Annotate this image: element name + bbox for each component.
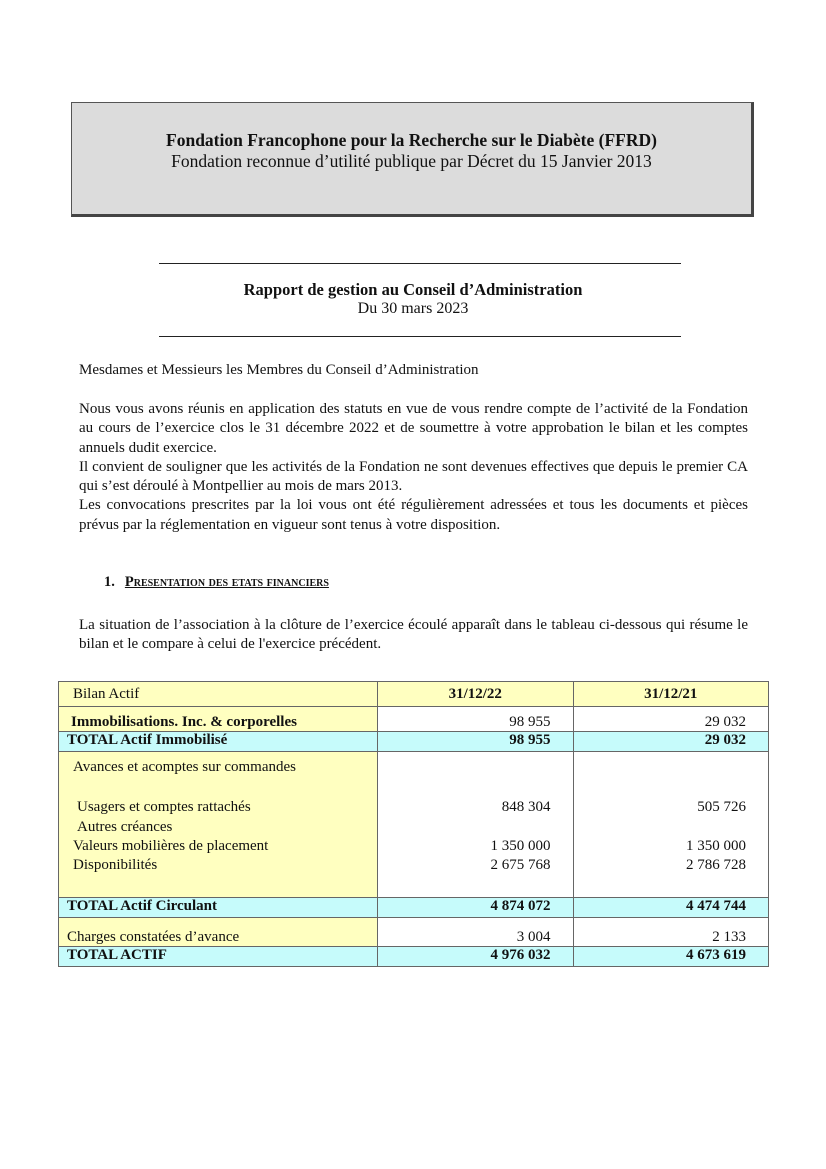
- salutation: Mesdames et Messieurs les Membres du Conseil d’Administration: [79, 362, 479, 378]
- section-heading: [104, 574, 329, 591]
- row-label: Disponibilités: [73, 857, 158, 874]
- row-value-2022: 98 955: [378, 707, 574, 732]
- table-header-row: [59, 682, 769, 707]
- row-value-2021: 505 726: [697, 799, 746, 816]
- row-label: Charges constatées d’avance: [59, 918, 378, 947]
- table-total-row: [59, 898, 769, 918]
- row-value-2022: 3 004: [378, 918, 574, 947]
- header-label: Bilan Actif: [59, 682, 378, 707]
- section-number: 1.: [104, 574, 115, 590]
- row-label: Avances et acomptes sur commandes: [73, 759, 296, 775]
- intro-paragraphs: [79, 400, 748, 535]
- paragraph-convocations: Les convocations prescrites par la loi vous ont été régulièrement adressées et tous les documents et pièces prévus par la réglementation en vigueur sont tenus à votre disposition.: [79, 497, 748, 533]
- row-value-2022: 2 675 768: [490, 857, 551, 874]
- total-value-2021: 4 673 619: [573, 947, 769, 967]
- top-rule: [159, 263, 681, 264]
- header-year-2021: 31/12/21: [573, 682, 769, 707]
- total-label: TOTAL Actif Circulant: [59, 898, 378, 918]
- report-date: Du 30 mars 2023: [357, 300, 469, 317]
- total-label: TOTAL Actif Immobilisé: [59, 732, 378, 752]
- organization-subtitle: Fondation reconnue d’utilité publique par Décret du 15 Janvier 2013: [171, 151, 652, 171]
- table-row: [59, 918, 769, 947]
- row-label: Immobilisations. Inc. & corporelles: [59, 707, 378, 732]
- header-year-2022: 31/12/22: [378, 682, 574, 707]
- table-row: [59, 752, 769, 898]
- row-label: Valeurs mobilières de placement: [73, 837, 269, 854]
- total-value-2021: 4 474 744: [573, 898, 769, 918]
- row-value-2021: 2 786 728: [686, 857, 746, 874]
- total-label: TOTAL ACTIF: [59, 947, 378, 967]
- section-intro: La situation de l’association à la clôture de l’exercice écoulé apparaît dans le tableau ci-dessous qui résume le bilan et le compare à celui de l'exercice précédent.: [79, 617, 748, 653]
- row-value-2022: 848 304: [501, 799, 551, 816]
- paragraph-effective: Il convient de souligner que les activités de la Fondation ne sont devenues effectives que depuis le premier CA qui s’est déroulé à Montpellier au mois de mars 2013.: [79, 458, 748, 495]
- table-total-row: [59, 947, 769, 967]
- row-label: Usagers et comptes rattachés: [77, 799, 251, 816]
- total-value-2021: 29 032: [573, 732, 769, 752]
- header-box: [71, 102, 754, 217]
- row-value-2021: 2 133: [573, 918, 769, 947]
- table-total-row: [59, 732, 769, 752]
- section-title: Presentation des etats financiers: [124, 574, 329, 590]
- total-value-2022: 4 874 072: [378, 898, 574, 918]
- organization-name: Fondation Francophone pour la Recherche sur le Diabète (FFRD): [166, 130, 657, 150]
- row-value-2021: 29 032: [573, 707, 769, 732]
- table-row: [59, 707, 769, 732]
- report-title: Rapport de gestion au Conseil d’Administration: [243, 280, 583, 299]
- row-label: Autres créances: [77, 818, 173, 835]
- row-value-2021: 1 350 000: [686, 837, 746, 854]
- total-value-2022: 98 955: [378, 732, 574, 752]
- row-value-2022: 1 350 000: [490, 837, 551, 854]
- total-value-2022: 4 976 032: [378, 947, 574, 967]
- bottom-rule: [159, 336, 681, 337]
- balance-sheet-table: [58, 681, 769, 967]
- paragraph-activity: Nous vous avons réunis en application des statuts en vue de vous rendre compte de l’activité de la Fondation au cours de l’exercice clos le 31 décembre 2022 et de soumettre à votre approbation le bilan et les comptes annuels dudit exercice.: [79, 401, 748, 456]
